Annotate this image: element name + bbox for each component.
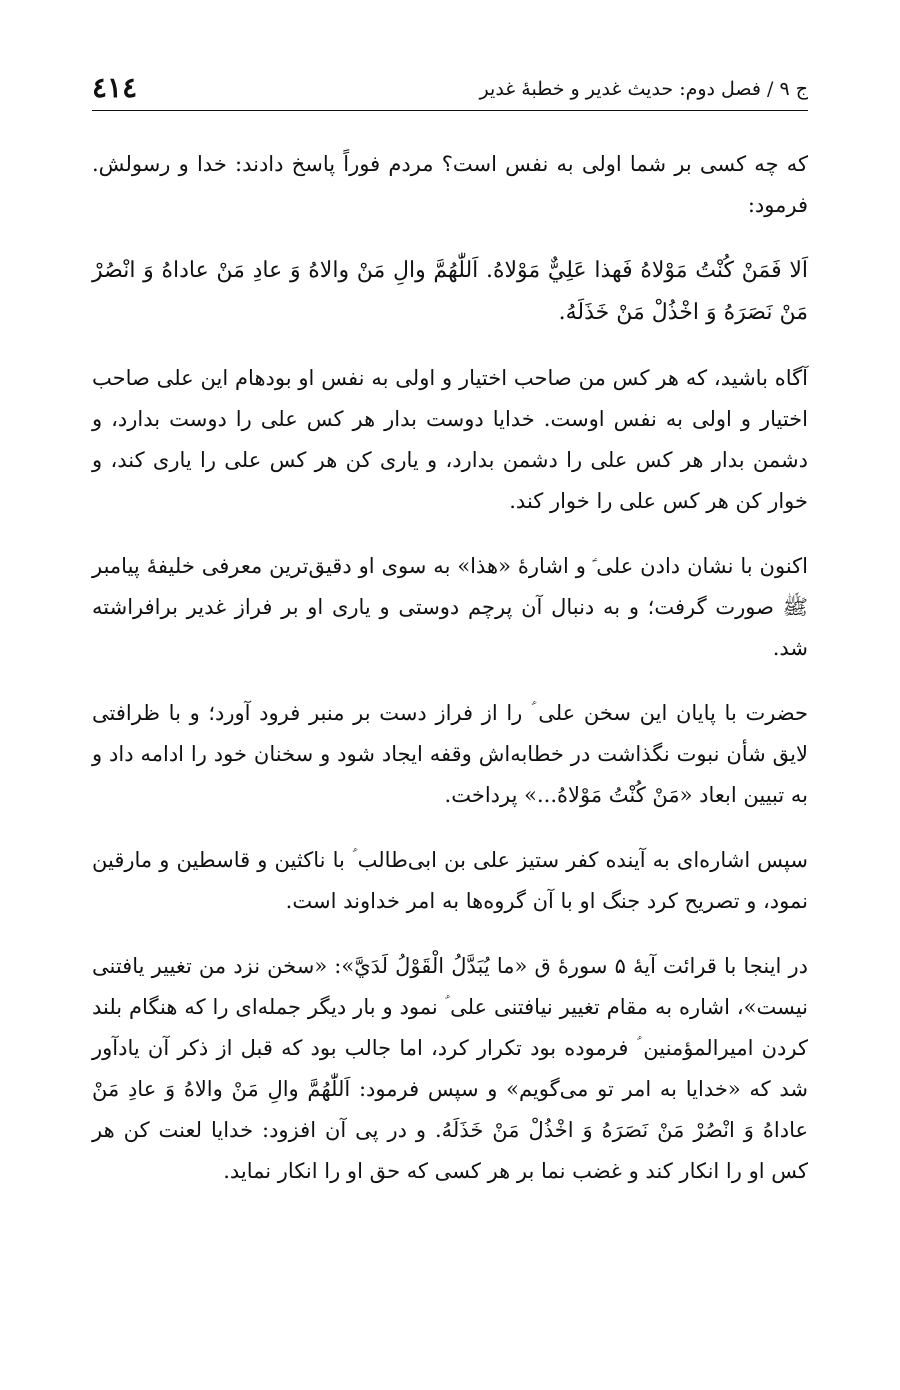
page-header (92, 66, 808, 111)
book-page (92, 0, 808, 1390)
arabic-quote-paragraph: اَلا فَمَنْ كُنْتُ مَوْلاهُ فَهذا عَلِيٌّ مَوْلاهُ. اَللّٰهُمَّ والِ مَنْ والاهُ وَ عادِ مَنْ عاداهُ وَ انْصُرْ مَنْ نَصَرَهُ وَ اخْذُلْ مَنْ خَذَلَهُ. (92, 258, 808, 325)
paragraph: آگاه باشید، که هر کس من صاحب اختیار و اولی به نفس او بودهام این علی صاحب اختیار و اولی به نفس اوست. خدایا دوست بدار هر کس علی را دوست بدارد، و دشمن بدار هر کس علی را دشمن بدارد، و یاری کن هر کس علی را یاری کند، و خوار کن هر کس علی را خوار کند. (92, 366, 808, 513)
running-title: ج ۹ / فصل دوم: حدیث غدیر و خطبۀ غدیر (479, 78, 808, 100)
paragraph: در اینجا با قرائت آیۀ ۵ سورۀ ق «ما يُبَدَّلُ الْقَوْلُ لَدَيَّ»: «سخن نزد من تغییر یافتنی نیست»، اشاره به مقام تغییر نیافتنی علی ؑ نمود و بار دیگر جمله‌ای را که هنگام بلند کردن امیرالمؤمنین ؑ فرموده بود تکرار کرد، اما جالب بود که قبل از ذکر آن یادآور شد که «خدایا به امر تو می‌گویم» و سپس فرمود: اَللّٰهُمَّ والِ مَنْ والاهُ وَ عادِ مَنْ عاداهُ وَ انْصُرْ مَنْ نَصَرَهُ وَ اخْذُلْ مَنْ خَذَلَهُ. و در پی آن افزود: خدایا لعنت کن هر کس او را انکار کند و غضب نما بر هر کسی که حق او را انکار نماید. (92, 954, 808, 1183)
paragraph: که چه کسی بر شما اولی به نفس است؟ مردم فوراً پاسخ دادند: خدا و رسولش. فرمود: (92, 152, 808, 217)
page-number: ٤١٤ (92, 71, 138, 104)
paragraph: سپس اشاره‌ای به آینده کفر ستیز علی بن ابی‌طالب ؑ با ناکثین و قاسطین و مارقین نمود، و تصریح کرد جنگ او با آن گروه‌ها به امر خداوند است. (92, 848, 808, 913)
page-body (92, 144, 808, 1216)
paragraph: اکنون با نشان دادن علی ؑ و اشارۀ «هذا» به سوی او دقیق‌ترین معرفی خلیفۀ پیامبر ﷺ صورت گرفت؛ و به دنبال آن پرچم دوستی و یاری او بر فراز غدیر برافراشته شد. (92, 554, 808, 660)
paragraph: حضرت با پایان این سخن علی ؑ را از فراز دست بر منبر فرود آورد؛ و با ظرافتی لایق شأن نبوت نگذاشت در خطابه‌اش وقفه ایجاد شود و سخنان خود را ادامه داد و به تبیین ابعاد «مَنْ كُنْتُ مَوْلاهُ...» پرداخت. (92, 701, 808, 807)
